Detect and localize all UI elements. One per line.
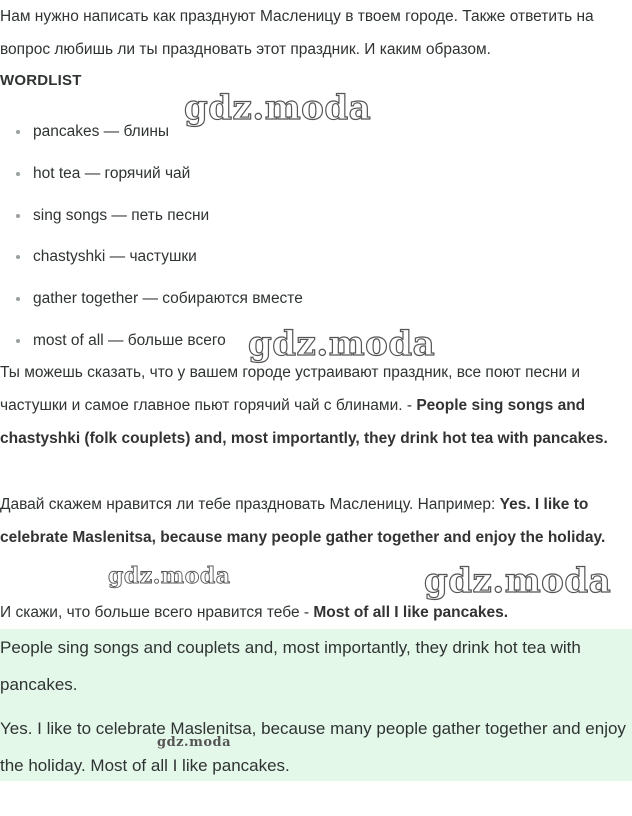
wordlist-entry: pancakes — блины: [33, 123, 170, 140]
wordlist-entry: sing songs — петь песни: [33, 206, 210, 224]
tip-example: Yes. I like to celebrate Maslenitsa, because many people gather together and enjoy the holiday.: [0, 496, 606, 546]
list-item: [0, 278, 632, 320]
bullet-icon: [16, 255, 20, 259]
bullet-icon: [16, 214, 20, 218]
watermark-logo: gdz.moda: [248, 324, 436, 364]
tip-example: People sing songs and chastyshki (folk couplets) and, most importantly, they drink hot tea with pancakes.: [0, 397, 608, 447]
tip-text: Давай скажем нравится ли тебе праздновать Масленицу. Например:: [0, 496, 500, 513]
watermark-logo: gdz.moda: [424, 561, 612, 601]
wordlist-entry: hot tea — горячий чай: [33, 164, 191, 182]
bullet-icon: [16, 297, 20, 301]
answer-paragraph: People sing songs and couplets and, most importantly, they drink hot tea with pancakes.: [0, 638, 581, 694]
bullet-icon: [16, 339, 20, 343]
answer-paragraph: Yes. I like to celebrate Maslenitsa, because many people gather together and enjoy the holiday. Most of all I like pancakes.: [0, 719, 626, 775]
bullet-icon: [16, 172, 20, 176]
list-item: [0, 153, 632, 195]
tip-text: И скажи, что больше всего нравится тебе -: [0, 604, 314, 621]
bullet-icon: [16, 130, 20, 134]
tip-paragraph: [0, 356, 632, 455]
tip-text: Ты можешь сказать, что у вашем городе устраивают праздник, все поют песни и частушки и самое главное пьют горячий чай с блинами. -: [0, 364, 581, 414]
tip-example: Most of all I like pancakes.: [313, 604, 509, 621]
watermark-logo: gdz.moda: [157, 735, 232, 750]
wordlist-entry: most of all — больше всего: [33, 331, 226, 349]
watermark-logo: gdz.moda: [184, 88, 372, 128]
tip-paragraph: [0, 488, 632, 554]
list-item: [0, 236, 632, 278]
wordlist-heading: WORDLIST: [0, 72, 82, 89]
intro-text: Нам нужно написать как празднуют Масленицу в твоем городе. Также ответить на вопрос любишь ли ты праздновать этот праздник. И каким образом.: [0, 8, 594, 58]
list-item: [0, 195, 632, 237]
wordlist-entry: gather together — собираются вместе: [33, 290, 303, 308]
wordlist-entry: chastyshki — частушки: [33, 248, 197, 266]
answer-box: [0, 629, 632, 781]
watermark-logo: gdz.moda: [108, 563, 231, 589]
